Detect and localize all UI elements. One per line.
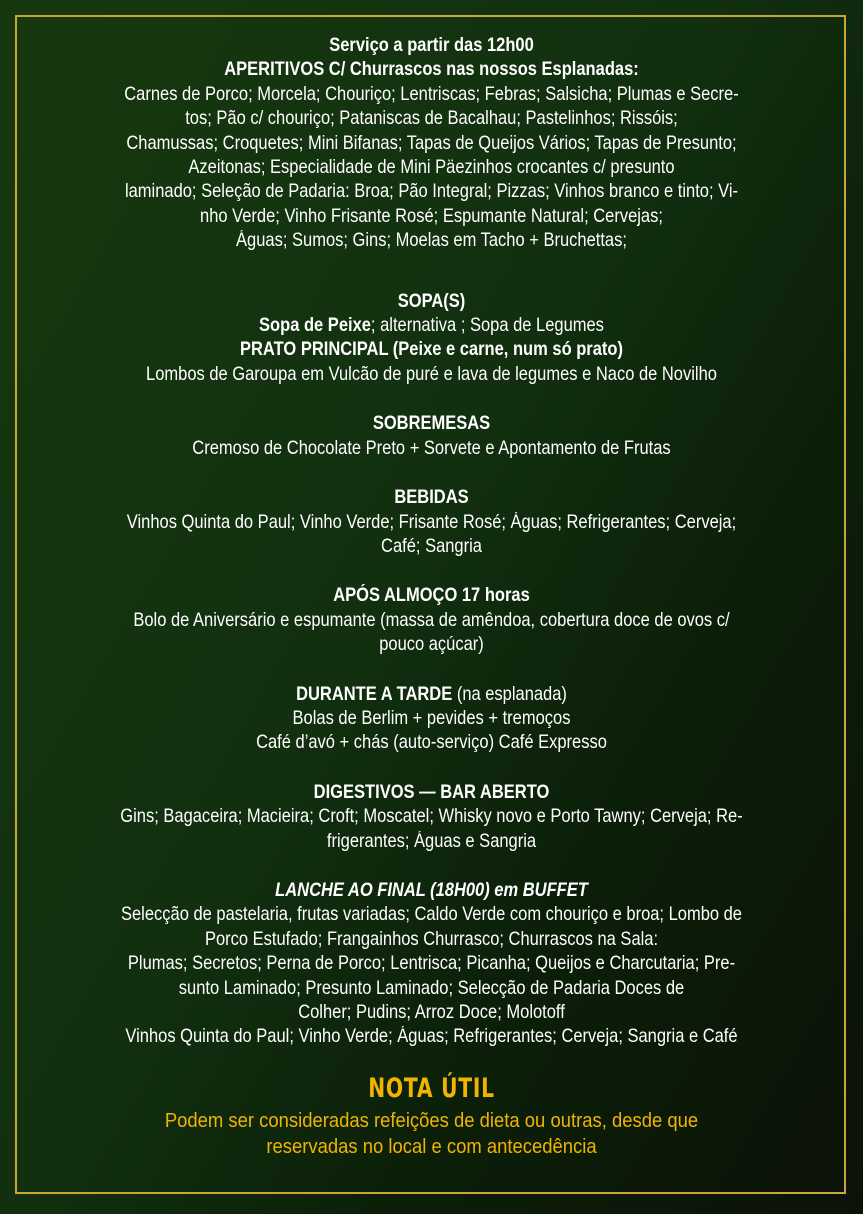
digestivos-line: frigerantes; Águas e Sangria (326, 830, 537, 852)
nota-line: Podem ser consideradas refeições de dieta ou outras, desde que (164, 1108, 699, 1132)
digestivos-title: DIGESTIVOS — BAR ABERTO (313, 781, 550, 803)
lanche-line: Colher; Pudins; Arroz Doce; Molotoff (298, 1002, 565, 1023)
tarde-line: Bolas de Berlim + pevides + tremoços (292, 707, 571, 729)
section-digestivos (30, 781, 833, 854)
section-nota-util (30, 1070, 833, 1160)
apos-almoco-title: APÓS ALMOÇO 17 horas (333, 585, 530, 607)
tarde-title-bold: DURANTE A TARDE (296, 683, 453, 705)
aperitivos-line: nho Verde; Vinho Frisante Rosé; Espumante Natural; Cervejas; (200, 205, 663, 227)
section-sopas (30, 290, 833, 339)
lanche-line: Vinhos Quinta do Paul; Vinho Verde; Águas; Refrigerantes; Cerveja; Sangria e Café (125, 1026, 738, 1048)
aperitivos-line: tos; Pão c/ chouriço; Pataniscas de Bacalhau; Pastelinhos; Rissóis; (185, 108, 678, 130)
tarde-title-rest: (na esplanada) (452, 683, 567, 705)
aperitivos-line: laminado; Seleção de Padaria: Broa; Pão Integral; Pizzas; Vinhos branco e tinto; Vi- (124, 181, 739, 203)
aperitivos-line: Chamussas; Croquetes; Mini Bifanas; Tapas de Queijos Vários; Tapas de Presunto; (126, 132, 737, 154)
section-apos-almoco (30, 584, 833, 657)
tarde-line: Café d’avó + chás (auto-serviço) Café Expresso (256, 732, 607, 754)
digestivos-line: Gins; Bagaceira; Macieira; Croft; Moscatel; Whisky novo e Porto Tawny; Cerveja; Re- (120, 806, 743, 828)
bebidas-title: BEBIDAS (394, 487, 469, 509)
sobremesas-title: SOBREMESAS (372, 413, 491, 435)
lanche-line: Plumas; Secretos; Perna de Porco; Lentrisca; Picanha; Queijos e Charcutaria; Pre- (127, 953, 736, 975)
menu-content (30, 34, 833, 1160)
bebidas-line: Vinhos Quinta do Paul; Vinho Verde; Frisante Rosé; Águas; Refrigerantes; Cerveja; (126, 511, 737, 533)
apos-almoco-line: Bolo de Aniversário e espumante (massa de amêndoa, cobertura doce de ovos c/ (133, 609, 730, 631)
sopas-main-bold: Sopa de Peixe (259, 315, 371, 337)
bebidas-line: Café; Sangria (381, 535, 482, 557)
sopas-text (86, 314, 777, 338)
apos-almoco-line: pouco açúcar) (379, 634, 484, 656)
aperitivos-line: Carnes de Porco; Morcela; Chouriço; Lentriscas; Febras; Salsicha; Plumas e Secre- (124, 83, 739, 105)
aperitivos-title: APERITIVOS C/ Churrascos nas nossos Esplanadas: (224, 59, 639, 81)
lanche-line: sunto Laminado; Presunto Laminado; Selecção de Padaria Doces de (178, 977, 685, 999)
prato-text: Lombos de Garoupa em Vulcão de puré e lava de legumes e Naco de Novilho (146, 363, 717, 385)
section-bebidas (30, 486, 833, 559)
prato-title: PRATO PRINCIPAL (Peixe e carne, num só prato) (240, 339, 623, 361)
service-start-text: Serviço a partir das 12h00 (329, 35, 534, 56)
sopas-main-rest: ; alternativa ; Sopa de Legumes (370, 315, 604, 337)
section-tarde (30, 683, 833, 756)
nota-title: NOTA ÚTIL (368, 1072, 495, 1104)
section-lanche (30, 879, 833, 1050)
sobremesas-text: Cremoso de Chocolate Preto + Sorvete e Apontamento de Frutas (192, 437, 671, 459)
section-prato (30, 338, 833, 387)
section-sobremesas (30, 412, 833, 461)
section-aperitivos (30, 58, 833, 253)
lanche-line: Porco Estufado; Frangainhos Churrasco; Churrascos na Sala: (204, 928, 659, 950)
sopas-title: SOPA(S) (397, 290, 466, 312)
aperitivos-line: Águas; Sumos; Gins; Moelas em Tacho + Bruchettas; (236, 230, 627, 252)
lanche-title: LANCHE AO FINAL (18H00) em BUFFET (275, 879, 588, 901)
tarde-title (86, 683, 777, 707)
lanche-line: Selecção de pastelaria, frutas variadas; Caldo Verde com chouriço e broa; Lombo de (120, 904, 743, 926)
nota-line: reservadas no local e com antecedência (266, 1134, 597, 1158)
aperitivos-line: Azeitonas; Especialidade de Mini Päezinhos crocantes c/ presunto (188, 157, 675, 179)
